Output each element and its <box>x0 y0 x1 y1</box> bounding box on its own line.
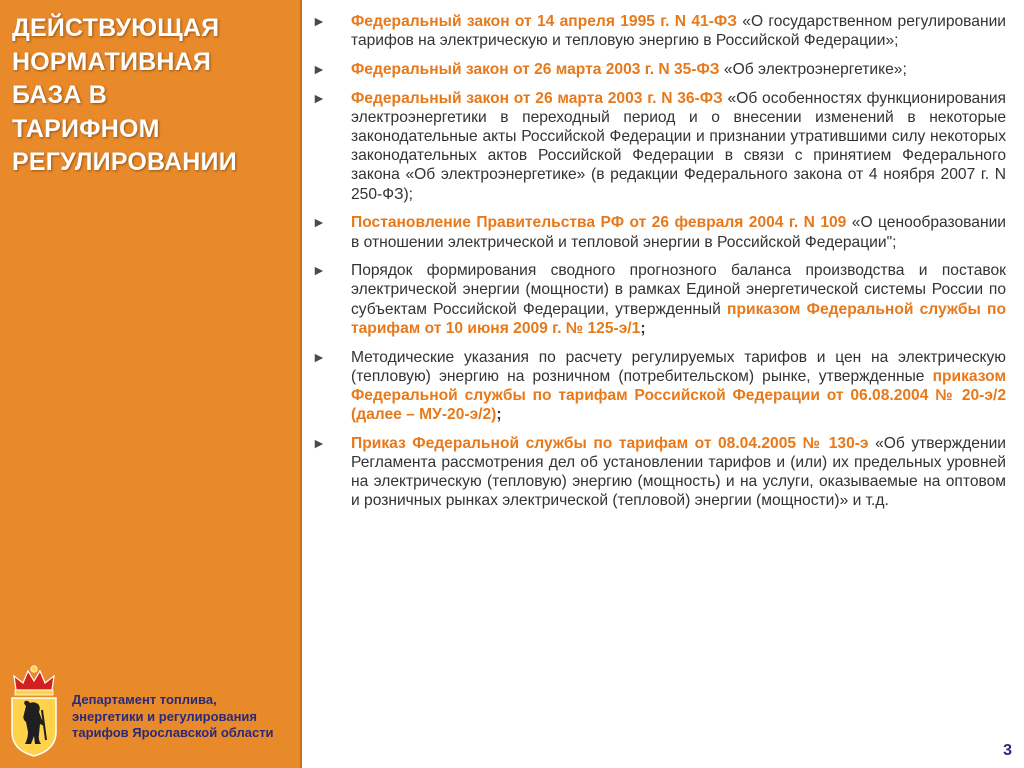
law-reference: Приказ Федеральной службы по тарифам от 08.04.2005 № 130-э <box>351 434 869 452</box>
law-reference: Федеральный закон от 26 марта 2003 г. N 35-ФЗ <box>351 60 720 78</box>
department-line: энергетики и регулирования <box>72 708 258 724</box>
law-reference: Федеральный закон от 26 марта 2003 г. N 36-ФЗ <box>351 89 723 107</box>
list-item <box>312 12 1006 50</box>
department-name <box>72 692 300 742</box>
punctuation: ; <box>496 406 502 424</box>
list-item <box>312 348 1006 425</box>
law-description: «Об особенностях функционирования электроэнергетики в переходный период и о внесении изменений в некоторые законодательные акты Российской Федерации и признании утратившими силу некоторых законодательных актов Российской Федерации в связи с принятием Федерального закона «Об электроэнергетике» (в редакции Федерального закона от 4 ноября 2007 г. N 250-ФЗ); <box>351 89 1006 203</box>
list-item <box>312 60 1006 79</box>
list-item <box>312 213 1006 251</box>
law-description: «Об электроэнергетике»; <box>719 60 907 78</box>
title-line: ТАРИФНОМ <box>12 114 160 143</box>
law-description: «О государственном регулировании тарифов на электрическую и тепловую энергию в Российской Федерации»; <box>351 13 1006 50</box>
punctuation: ; <box>640 319 646 337</box>
triangle-right-icon: ► <box>312 13 326 29</box>
list-item <box>312 434 1006 511</box>
department-line: тарифов Ярославской области <box>72 725 274 740</box>
law-reference: приказом Федеральной службы по тарифам Российской Федерации от 06.08.2004 № 20-э/2 (далее – МУ-20-э/2) <box>351 367 1006 424</box>
list-item <box>312 89 1006 204</box>
law-description: «Об утверждении Регламента рассмотрения дел об установлении тарифов и (или) их предельных уровней на электрическую (тепловую) энергию (мощность) и на услуги, оказываемые на оптовом и розничных рынках электрической (тепловой) энергии (мощности)» и т.д. <box>351 434 1006 510</box>
triangle-right-icon: ► <box>312 89 326 106</box>
law-description: «О ценообразовании в отношении электрической и тепловой энергии в Российской Федерации"; <box>351 214 1006 251</box>
law-reference: приказом Федеральной службы по тарифам от 10 июня 2009 г. № 125-э/1 <box>351 300 1007 337</box>
title-line: НОРМАТИВНАЯ <box>12 47 212 76</box>
triangle-right-icon: ► <box>312 60 326 77</box>
title-line: БАЗА В <box>12 81 107 109</box>
sidebar-panel <box>0 0 302 768</box>
triangle-right-icon: ► <box>312 434 326 451</box>
law-description: Методические указания по расчету регулируемых тарифов и цен на электрическую (тепловую) энергию на розничном (потребительском) рынке, утвержденные <box>351 348 1006 385</box>
law-reference: Федеральный закон от 14 апреля 1995 г. N 41-ФЗ <box>351 13 737 30</box>
department-line: Департамент топлива, <box>72 692 217 707</box>
list-item <box>312 261 1006 338</box>
title-line: ДЕЙСТВУЮЩАЯ <box>12 14 220 42</box>
slide-title <box>12 12 294 180</box>
title-line: РЕГУЛИРОВАНИИ <box>12 148 237 176</box>
triangle-right-icon: ► <box>312 262 326 279</box>
law-reference: Постановление Правительства РФ от 26 февраля 2004 г. N 109 <box>351 214 847 232</box>
coat-of-arms-icon <box>6 664 62 758</box>
law-description: Порядок формирования сводного прогнозного баланса производства и поставок электрической энергии (мощности) в рамках Единой энергетической системы России по субъектам Российской Федерации, утвержденный <box>351 262 1006 318</box>
triangle-right-icon: ► <box>312 348 326 365</box>
regulation-list <box>312 12 1006 520</box>
page-number: 3 <box>1003 742 1012 759</box>
triangle-right-icon: ► <box>312 214 326 231</box>
